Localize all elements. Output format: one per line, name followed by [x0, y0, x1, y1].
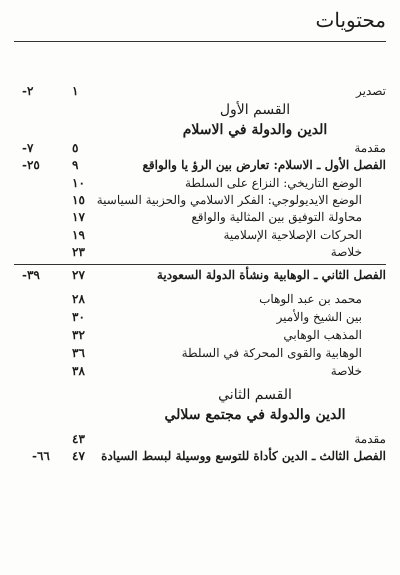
toc-pages: [14, 328, 106, 344]
page-end: ٦٦-: [32, 449, 50, 463]
toc-row-item: [14, 292, 386, 308]
section-subtitle: الدين والدولة في الاسلام: [182, 122, 328, 138]
toc-pages: [14, 228, 106, 244]
page-start: ٤٧: [72, 449, 85, 463]
section-subtitle: الدين والدولة في مجتمع سلالي: [164, 407, 346, 423]
page-start: ١: [72, 84, 79, 98]
toc-label: مقدمة: [354, 141, 386, 155]
toc-label: خلاصة: [330, 245, 362, 259]
toc-row-intro: [14, 84, 386, 100]
toc-label: محمد بن عبد الوهاب: [259, 292, 362, 306]
toc-row-section1-intro: [14, 141, 386, 157]
toc-pages: [14, 346, 106, 362]
page-start: ٢٧: [72, 268, 85, 282]
toc-row-item: [14, 346, 386, 362]
toc-pages: [14, 268, 106, 284]
toc-row-item: [14, 176, 386, 192]
toc-label: الحركات الإصلاحية الإسلامية: [223, 228, 362, 242]
toc-pages: [14, 364, 106, 380]
page-end: ٣٩-: [22, 268, 40, 282]
page-number: ٢٨: [72, 292, 85, 306]
page-number: ١٧: [72, 210, 85, 224]
toc-pages: [14, 432, 106, 448]
toc-row-item: [14, 364, 386, 380]
page-number: ١٩: [72, 228, 85, 242]
toc-label: تصدير: [355, 84, 386, 98]
page-number: ٣٢: [72, 328, 85, 342]
toc-row-chapter-2: [14, 268, 386, 284]
page-number: ١٥: [72, 193, 85, 207]
toc-pages: [14, 210, 106, 226]
toc-label: مقدمة: [354, 432, 386, 446]
toc-pages: [14, 193, 106, 209]
page-number: ٣٦: [72, 346, 85, 360]
toc-row-item: [14, 328, 386, 344]
toc-label: بين الشيخ والأمير: [276, 310, 362, 324]
toc-pages: [14, 292, 106, 308]
page-number: ٢٣: [72, 245, 85, 259]
page-number: ١٠: [72, 176, 85, 190]
toc-row-chapter-3: [14, 449, 386, 465]
toc-label: الوضع الايديولوجي: الفكر الاسلامي والحزبية السياسية: [96, 193, 362, 207]
title-rule: [14, 41, 386, 42]
page-number: ٤٣: [72, 432, 85, 446]
toc-chapter-label: الفصل الثالث ـ الدين كأداة للتوسع ووسيلة لبسط السيادة: [101, 449, 386, 463]
page-end: ٧-: [22, 141, 34, 155]
toc-row-item: [14, 245, 386, 261]
section-divider: [14, 264, 386, 265]
toc-label: المذهب الوهابي: [283, 328, 362, 342]
toc-row-section2-intro: [14, 432, 386, 448]
toc-label: الوهابية والقوى المحركة في السلطة: [181, 346, 362, 360]
page-title: محتويات: [315, 8, 386, 32]
toc-label: محاولة التوفيق بين المثالية والواقع: [191, 210, 362, 224]
toc-row-chapter-1: [14, 158, 386, 174]
toc-row-item: [14, 228, 386, 244]
toc-pages: [14, 84, 106, 100]
toc-pages: [14, 176, 106, 192]
page-start: ٥: [72, 141, 79, 155]
toc-chapter-label: الفصل الأول ـ الاسلام: تعارض بين الرؤ يا والواقع: [142, 158, 386, 172]
toc-pages: [14, 245, 106, 261]
toc-chapter-label: الفصل الثاني ـ الوهابية ونشأة الدولة السعودية: [156, 268, 386, 282]
toc-row-item: [14, 193, 386, 209]
toc-row-item: [14, 210, 386, 226]
toc-label: خلاصة: [330, 364, 362, 378]
toc-pages: [14, 449, 106, 465]
section-title: القسم الأول: [219, 102, 291, 118]
toc-pages: [14, 158, 106, 174]
page-end: ٢٥-: [22, 158, 40, 172]
page-end: ٢-: [22, 84, 34, 98]
section-title: القسم الثاني: [218, 387, 292, 403]
toc-label: الوضع التاريخي: النزاع على السلطة: [184, 176, 362, 190]
toc-row-item: [14, 310, 386, 326]
toc-pages: [14, 141, 106, 157]
page-start: ٩: [72, 158, 79, 172]
page-number: ٣٨: [72, 364, 85, 378]
page-number: ٣٠: [72, 310, 85, 324]
toc-pages: [14, 310, 106, 326]
